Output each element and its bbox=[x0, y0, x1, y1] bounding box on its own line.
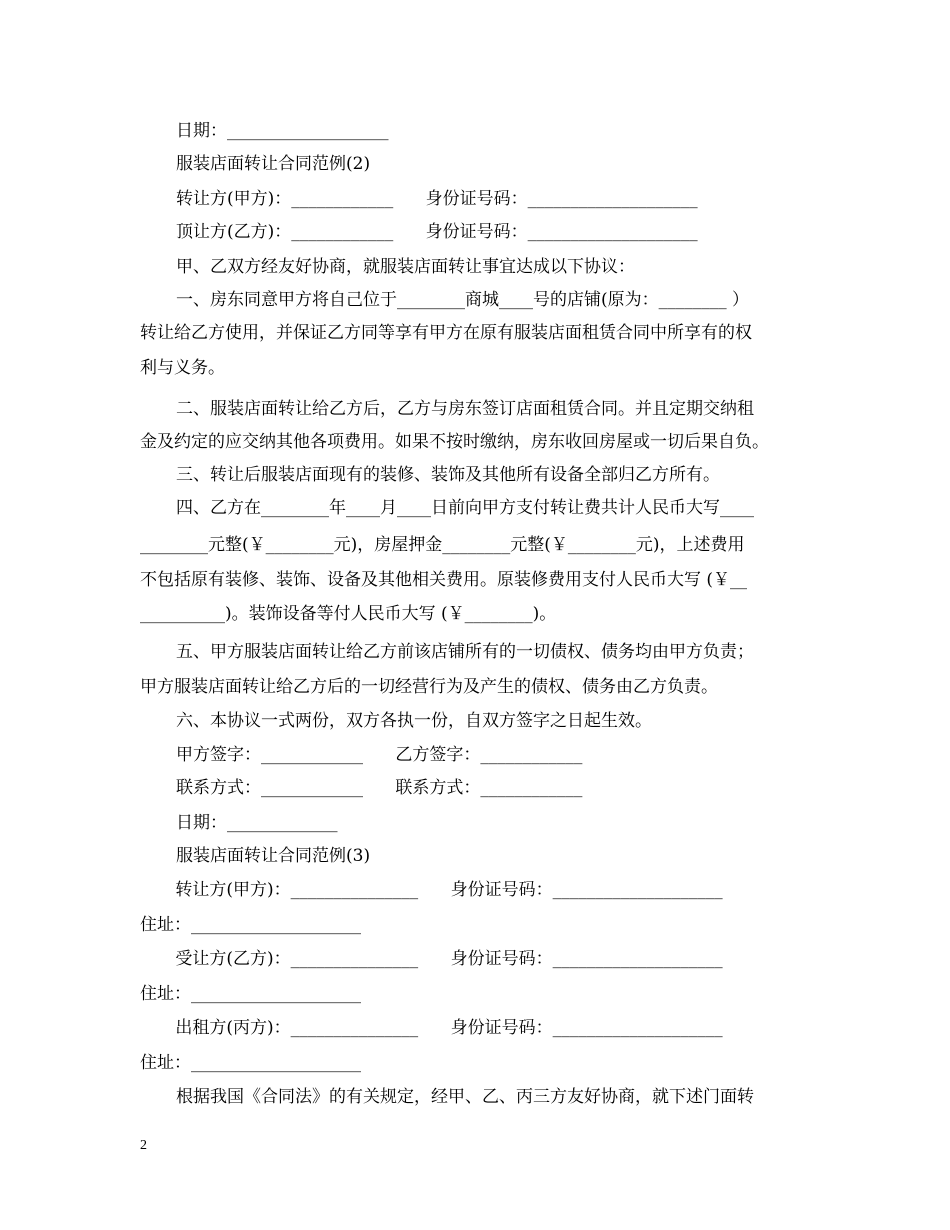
paragraph-line: 根据我国《合同法》的有关规定，经甲、乙、丙三方友好协商，就下述门面转 bbox=[176, 1087, 754, 1107]
address-line: 住址：____________________ bbox=[140, 984, 361, 1004]
section-heading: 服装店面转让合同范例(3) bbox=[176, 846, 371, 866]
address-line: 住址：____________________ bbox=[140, 915, 361, 935]
clause-3-line: 三、转让后服装店面现有的装修、装饰及其他所有设备全部归乙方所有。 bbox=[176, 465, 720, 485]
page-number: 2 bbox=[140, 1138, 147, 1153]
clause-4-cont: 不包括原有装修、装饰、设备及其他相关费用。原装修费用支付人民币大写 (￥__ bbox=[140, 570, 748, 590]
contact-line: 联系方式：____________ 联系方式：____________ bbox=[176, 778, 583, 798]
clause-6-line: 六、本协议一式两份，双方各执一份，自双方签字之日起生效。 bbox=[176, 711, 652, 731]
date-line: 日期：_____________ bbox=[176, 813, 338, 833]
clause-4-line: 四、乙方在________年____月____日前向甲方支付转让费共计人民币大写____ bbox=[176, 498, 754, 518]
date-line: 日期：___________________ bbox=[176, 121, 389, 141]
clause-2-line: 二、服装店面转让给乙方后，乙方与房东签订店面租赁合同。并且定期交纳租 bbox=[176, 399, 754, 419]
clause-5-cont: 甲方服装店面转让给乙方后的一切经营行为及产生的债权、债务由乙方负责。 bbox=[140, 677, 718, 697]
clause-4-cont: __________)。装饰设备等付人民币大写 (￥________)。 bbox=[140, 604, 557, 624]
party-b-line: 顶让方(乙方)：____________ 身份证号码：____________________ bbox=[176, 222, 698, 242]
clause-1-line: 一、房东同意甲方将自己位于________商城____号的店铺(原为：________ ） bbox=[176, 290, 750, 310]
signature-line: 甲方签字：____________ 乙方签字：____________ bbox=[176, 745, 583, 765]
clause-5-line: 五、甲方服装店面转让给乙方前该店铺所有的一切债权、债务均由甲方负责； bbox=[176, 642, 754, 662]
paragraph-line: 甲、乙双方经友好协商，就服装店面转让事宜达成以下协议： bbox=[176, 257, 635, 277]
clause-4-cont: ________元整(￥________元)，房屋押金________元整(￥________元)，上述费用 bbox=[140, 535, 745, 555]
lessor-line: 出租方(丙方)：_______________ 身份证号码：____________________ bbox=[170, 1018, 723, 1038]
section-heading: 服装店面转让合同范例(2) bbox=[176, 154, 371, 174]
transferor-line: 转让方(甲方)：_______________ 身份证号码：____________________ bbox=[170, 880, 723, 900]
clause-2-cont: 金及约定的应交纳其他各项费用。如果不按时缴纳，房东收回房屋或一切后果自负。 bbox=[140, 432, 769, 452]
address-line: 住址：____________________ bbox=[140, 1053, 361, 1073]
party-a-line: 转让方(甲方)：____________ 身份证号码：____________________ bbox=[176, 189, 698, 209]
transferee-line: 受让方(乙方)：_______________ 身份证号码：____________________ bbox=[170, 949, 723, 969]
clause-1-cont: 利与义务。 bbox=[140, 358, 225, 378]
clause-1-cont: 转让给乙方使用，并保证乙方同等享有甲方在原有服装店面租赁合同中所享有的权 bbox=[140, 323, 752, 343]
